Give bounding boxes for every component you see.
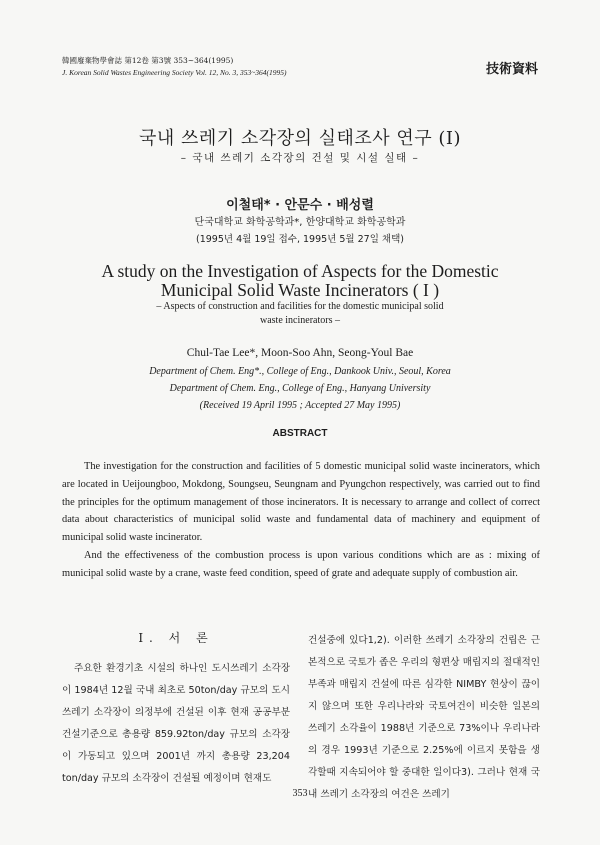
korean-affiliation: 단국대학교 화학공학과*, 한양대학교 화학공학과	[194, 217, 406, 228]
article-type-tag: 技術資料	[485, 62, 538, 77]
journal-name-english: J. Korean Solid Wastes Engineering Society Vol. 12, No. 3, 353~364(1995)	[62, 68, 287, 77]
journal-name-korean: 韓國廢棄物學會誌 第12卷 第3號 353~364(1995)	[62, 56, 234, 65]
abstract-paragraph-2: And the effectiveness of the combustion process is upon various conditions which are as : mixing of municipal solid waste by a crane, waste feed condition, speed of grate and adequate supply of combustion air.	[62, 549, 540, 579]
english-title-line-2: Municipal Solid Waste Incinerators ( I )	[160, 280, 440, 300]
abstract-body	[62, 458, 540, 583]
korean-received-date: (1995년 4월 19일 접수, 1995년 5월 27일 채택)	[196, 234, 404, 245]
english-received-date: (Received 19 April 1995 ; Accepted 27 May 1995)	[199, 400, 401, 411]
body-column-left	[62, 658, 290, 790]
english-affiliation-line-2: Department of Chem. Eng., College of Eng., Hanyang University	[169, 383, 431, 394]
english-affiliation-line-1: Department of Chem. Eng*., College of Eng., Dankook Univ., Seoul, Korea	[149, 366, 451, 377]
page-number: 353	[292, 788, 308, 799]
intro-paragraph-right: 건설중에 있다1,2). 이러한 쓰레기 소각장의 건립은 근본적으로 국토가 좁은 우리의 형편상 매립지의 절대적인 부족과 매립지 건설에 따른 심각한 NIMBY 현상이 끊이지 않으며 또한 우리나라와 국토여건이 비슷한 일본의 쓰레기 소각율이 1988년 기준으로 73%이나 우리나라의 경우 1993년 기준으로 2.25%에 이르지 못함을 생각할때 지속되어야 할 중대한 일이다3). 그러나 현재 국내 쓰레기 소각장의 여건은 쓰레기	[308, 635, 540, 800]
english-subtitle-line-1: – Aspects of construction and facilities for the domestic municipal solid	[156, 301, 444, 312]
journal-header	[62, 55, 287, 79]
abstract-heading: ABSTRACT	[272, 428, 328, 439]
korean-authors: 이철태* · 안문수 · 배성렬	[226, 198, 374, 213]
english-title-line-1: A study on the Investigation of Aspects for the Domestic	[101, 261, 499, 281]
body-column-right	[308, 630, 540, 806]
intro-paragraph-left: 주요한 환경기초 시설의 하나인 도시쓰레기 소각장이 1984년 12월 국내 최초로 50ton/day 규모의 도시쓰레기 소각장이 의정부에 건설된 이후 현재 공공부분 건설기준으로 총용량 859.92ton/day 규모의 소각장이 가동되고 있으며 2001년 까지 총용량 23,204 ton/day 규모의 소각장이 건설될 예정이며 현재도	[62, 663, 290, 784]
korean-subtitle: – 국내 쓰레기 소각장의 건설 및 시설 실태 –	[180, 152, 420, 164]
english-authors: Chul-Tae Lee*, Moon-Soo Ahn, Seong-Youl Bae	[186, 347, 414, 359]
section-heading-introduction: I. 서 론	[138, 631, 214, 645]
korean-title: 국내 쓰레기 소각장의 실태조사 연구 (I)	[138, 128, 462, 149]
english-subtitle-line-2: waste incinerators –	[260, 315, 340, 326]
abstract-paragraph-1: The investigation for the construction and facilities of 5 domestic municipal solid waste incinerators, which are located in Ueijoungboo, Mokdong, Soungseu, Seungnam and Pyungchon respectively, was carried out to find the principles for the optimum management of those incinerators. It is necessary to arrange and collect of correct data about characteristics of municipal solid waste and fundamental data of machinery and equipment of municipal solid waste incinerator.	[62, 461, 540, 544]
